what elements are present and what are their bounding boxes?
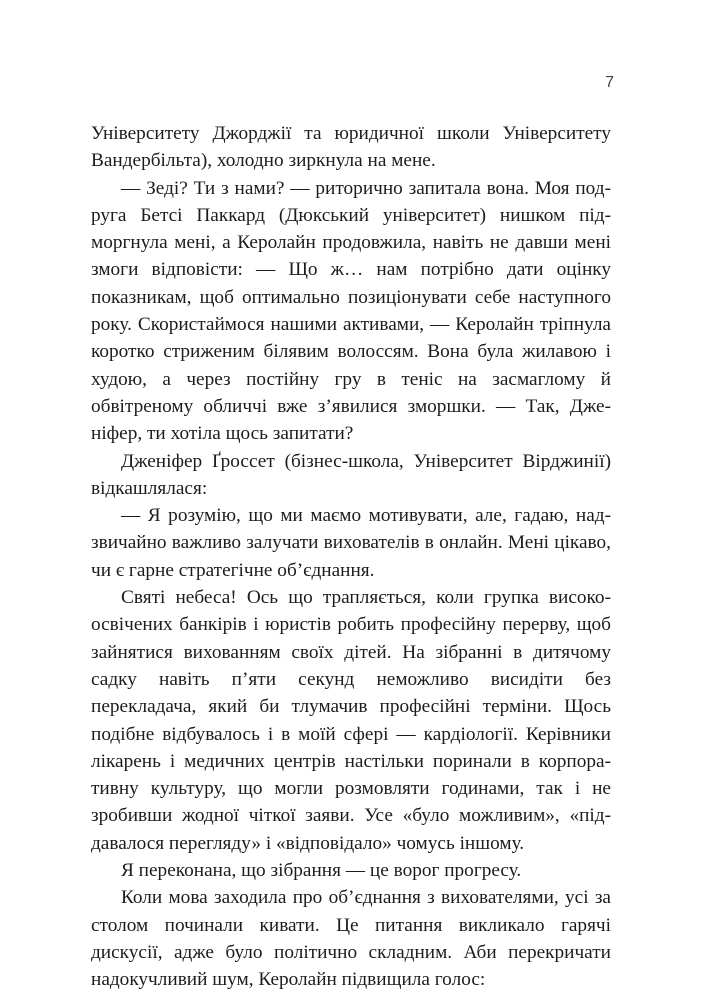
paragraph-2: — Зеді? Ти з нами? — риторично запитала вона. Моя подруга Бетсі Паккард (Дюкський університет) нишком підморгнула мені, а Керолайн продовжила, навіть не давши мені змоги відповісти: — Що ж… нам потрібно дати оцінку показникам, щоб оптимально позиціонувати себе наступного року. Скористаймося нашими активами, — Керолайн тріпнула коротко стриженим білявим волоссям. Вона була жилавою і худою, а через постійну гру в теніс на засмаглому й обвітреному обличчі вже з’явилися зморшки. — Так, Дженіфер, ти хотіла щось запитати?: [91, 177, 611, 445]
paragraph-6: Я переконана, що зібрання — це ворог прогресу.: [121, 860, 522, 882]
body-text: [91, 120, 611, 994]
paragraph-4: — Я розумію, що ми маємо мотивувати, але, гадаю, надзвичайно важливо залучати вихователів в онлайн. Мені цікаво, чи є гарне стратегічне об’єднання.: [91, 505, 611, 581]
paragraph-1: Університету Джорджії та юридичної школи Університету Вандербільта), холодно зиркнула на мене.: [91, 123, 611, 172]
page-number: 7: [605, 74, 614, 91]
paragraph-5: Святі небеса! Ось що трапляється, коли групка високоосвічених банкірів і юристів робить професійну перерву, щоб зайнятися вихованням своїх дітей. На зібранні в дитячому садку навіть п’яти секунд неможливо висидіти без перекладача, який би тлумачив професійні терміни. Щось подібне відбувалось і в моїй сфері — кардіології. Керівники лікарень і медичних центрів настільки поринали в корпоративну культуру, що могли розмовляти годинами, так і не зробивши жодної чіткої заяви. Усе «було можливим», «піддавалося перегляду» і «відповідало» чомусь іншому.: [91, 587, 611, 854]
paragraph-7: Коли мова заходила про об’єднання з вихователями, усі за столом починали кивати. Це питання викликало гарячі дискусії, адже було політично складним. Аби перекричати надокучливий шум, Керолайн підвищила голос:: [91, 887, 611, 991]
paragraph-3: Дженіфер Ґроссет (бізнес-школа, Університет Вірджинії) відкашлялася:: [91, 450, 611, 499]
